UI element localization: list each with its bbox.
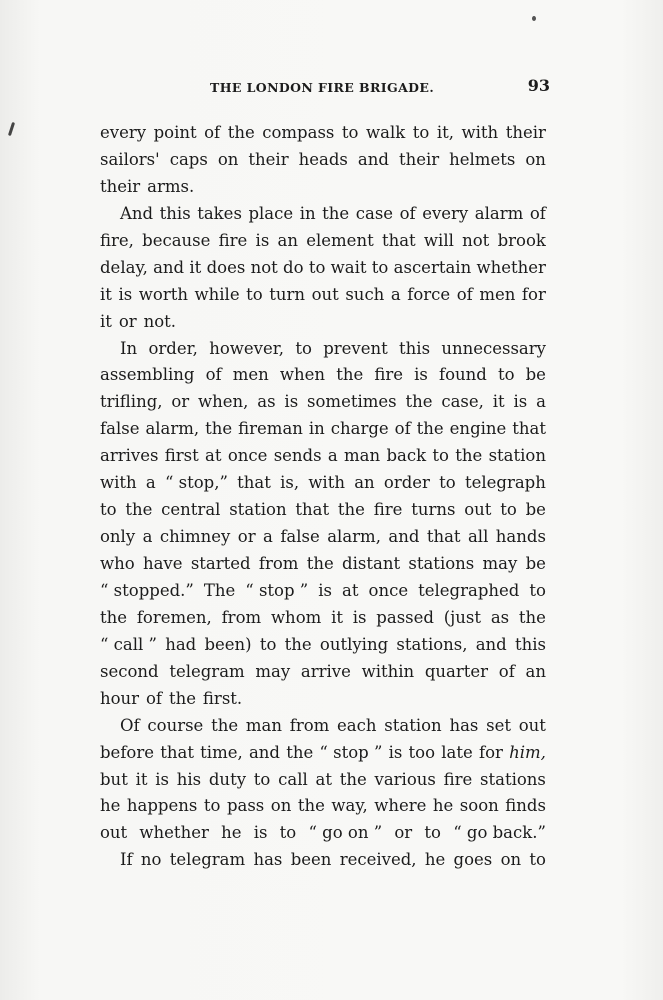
word: too [408, 742, 436, 762]
word: to [203, 796, 221, 816]
word: his [176, 769, 202, 789]
word: as [257, 392, 276, 412]
word: late [441, 742, 473, 762]
word: alarm, [327, 527, 381, 547]
word: a [390, 284, 401, 304]
word: out [464, 500, 492, 520]
text-line [100, 497, 546, 524]
word: second [100, 661, 159, 681]
word: has [253, 850, 283, 870]
word: worth [138, 284, 188, 304]
word: is [255, 230, 270, 250]
word: unnecessary [441, 338, 546, 358]
word: wait [330, 257, 367, 277]
word: place [248, 203, 294, 223]
word: he [424, 850, 446, 870]
word: started [190, 554, 251, 573]
word: out [518, 715, 546, 735]
word: it [492, 392, 505, 412]
word: various [374, 769, 436, 789]
word: finds [505, 796, 546, 816]
word: back [386, 446, 427, 466]
word: to [497, 365, 515, 385]
word: whom [270, 607, 322, 627]
word: an [277, 230, 298, 250]
word: received, [339, 850, 417, 870]
word: (just [443, 607, 482, 627]
word: been [290, 850, 332, 870]
word: of [205, 365, 222, 385]
word: a [327, 446, 338, 466]
text-line [100, 578, 546, 605]
word: the [455, 446, 483, 466]
word: stations [408, 554, 475, 573]
word: to [253, 769, 271, 789]
word: and [153, 257, 185, 277]
word: be [525, 365, 546, 385]
word: or [394, 823, 413, 843]
word: outlying [319, 634, 389, 654]
word: their [398, 149, 440, 169]
word: he [432, 796, 454, 816]
word: passed [376, 607, 434, 627]
word: of [394, 419, 411, 439]
word: on [217, 149, 239, 169]
word: not [462, 230, 490, 250]
word: him, [509, 742, 546, 762]
word: because [142, 230, 211, 250]
word: heads [298, 149, 348, 169]
word: The [203, 580, 236, 600]
word: sailors' [100, 149, 160, 169]
word: does [206, 257, 246, 277]
text-line [100, 228, 546, 255]
word: on [525, 149, 546, 169]
word: to [439, 473, 456, 493]
word: walk [366, 123, 406, 142]
word: this [399, 338, 431, 358]
word: the [227, 123, 255, 142]
word: it [331, 607, 343, 627]
text-line [100, 416, 546, 443]
word: element [306, 230, 374, 250]
text-line [100, 551, 546, 578]
text-line [100, 659, 546, 686]
word: station [229, 500, 287, 520]
word: that [512, 419, 546, 439]
word: chimney [159, 527, 231, 547]
text-line [100, 632, 546, 659]
word: “ stopped.” [100, 580, 194, 600]
word: turn [269, 284, 306, 304]
word: each [337, 715, 377, 735]
word: order, [148, 338, 198, 358]
word: fire [373, 500, 403, 520]
word: force [407, 284, 451, 304]
word: but [100, 769, 128, 789]
word: helmets [449, 149, 516, 169]
word: of [204, 123, 221, 142]
word: within [361, 661, 415, 681]
word: to [246, 284, 263, 304]
word: fireman [238, 419, 303, 439]
word: “ stop ” [245, 580, 309, 600]
word: assembling [100, 365, 195, 385]
word: it [100, 284, 112, 304]
word: the [416, 419, 444, 439]
word: and [357, 149, 389, 169]
word: a [536, 392, 546, 412]
word: this [159, 203, 191, 223]
word: to [295, 338, 312, 358]
word: the [125, 500, 153, 520]
word: stations [480, 769, 546, 789]
text-line [100, 793, 546, 820]
word: out [311, 284, 339, 304]
word: telegram [169, 661, 245, 681]
word: and [475, 634, 507, 654]
text-line [100, 686, 546, 713]
word: who [100, 554, 135, 573]
word: out [100, 823, 128, 843]
word: men [232, 365, 269, 385]
word: in [299, 203, 316, 223]
word: fire [374, 365, 403, 385]
word: on [270, 796, 292, 816]
word: may [255, 661, 291, 681]
word: an [354, 473, 375, 493]
word: may [482, 554, 518, 573]
word: that [160, 742, 194, 762]
body-text [100, 120, 546, 874]
word: is [414, 365, 428, 385]
text-line [100, 847, 546, 874]
word: a [142, 527, 153, 547]
word: alarm [474, 203, 524, 223]
word: with [308, 473, 345, 493]
word: once [227, 446, 268, 466]
word: with [461, 123, 499, 142]
word: at [205, 446, 222, 466]
word: is [388, 742, 403, 762]
word: turns [411, 500, 456, 520]
word: “ stop,” [164, 473, 228, 493]
word: the [322, 203, 350, 223]
text-line [100, 336, 546, 363]
word: first. [202, 688, 243, 708]
word: hands [495, 527, 546, 547]
page-number: 93 [527, 76, 550, 95]
word: prevent [323, 338, 388, 358]
word: engine [449, 419, 507, 439]
margin-mark [8, 122, 15, 136]
word: their [248, 149, 289, 169]
word: “ go back.” [453, 823, 546, 843]
word: is [118, 284, 133, 304]
word: is [155, 769, 169, 789]
word: a [263, 527, 273, 547]
word: brook [497, 230, 546, 250]
word: had [165, 634, 197, 654]
word: where [374, 796, 427, 816]
word: order [383, 473, 430, 493]
word: the [205, 419, 233, 439]
word: distant [342, 554, 401, 573]
word: for [521, 284, 546, 304]
word: of [529, 203, 546, 223]
word: pass [226, 796, 265, 816]
text-line [100, 201, 546, 228]
word: their [505, 123, 546, 142]
text-line [100, 309, 546, 336]
word: is [253, 823, 268, 843]
word: of [399, 203, 416, 223]
word: men [479, 284, 516, 304]
word: or [171, 392, 190, 412]
word: the [337, 500, 365, 520]
word: quarter [424, 661, 489, 681]
word: to [424, 823, 441, 843]
word: the [336, 365, 364, 385]
word: arms. [147, 176, 195, 196]
text-line [100, 740, 546, 767]
word: or [237, 527, 256, 547]
corner-speck [532, 16, 536, 21]
word: false [280, 527, 320, 547]
word: of [146, 688, 163, 708]
word: on [500, 850, 522, 870]
word: do [283, 257, 304, 277]
word: be [525, 500, 546, 520]
word: is [318, 580, 333, 600]
word: the [405, 392, 433, 412]
word: it [100, 311, 112, 331]
word: the [100, 607, 128, 627]
word: he [221, 823, 242, 843]
word: takes [197, 203, 242, 223]
word: telegraphed [418, 580, 520, 600]
word: false [100, 419, 140, 439]
word: case, [441, 392, 484, 412]
word: telegraph [464, 473, 546, 493]
word: such [345, 284, 385, 304]
word: soon [459, 796, 499, 816]
word: the [286, 742, 314, 762]
word: whether [139, 823, 209, 843]
word: point [153, 123, 197, 142]
word: fire [443, 769, 473, 789]
word: whether [476, 257, 546, 277]
word: the [518, 607, 546, 627]
word: not. [143, 311, 177, 331]
word: course [147, 715, 204, 735]
word: as [490, 607, 510, 627]
word: to [259, 634, 277, 654]
word: this [514, 634, 546, 654]
word: delay, [100, 257, 148, 277]
word: to [371, 257, 389, 277]
word: to [279, 823, 297, 843]
word: ascertain [393, 257, 472, 277]
running-header [100, 76, 550, 98]
word: goes [453, 850, 493, 870]
word: will [423, 230, 454, 250]
word: every [422, 203, 469, 223]
word: arrives [100, 446, 159, 466]
word: charge [330, 419, 389, 439]
word: station [384, 715, 442, 735]
text-line [100, 443, 546, 470]
word: station [488, 446, 546, 466]
word: that [426, 527, 461, 547]
word: an [525, 661, 546, 681]
word: case [355, 203, 394, 223]
word: from [258, 554, 299, 573]
word: way, [331, 796, 368, 816]
word: is [513, 392, 528, 412]
word: caps [169, 149, 208, 169]
word: been) [204, 634, 252, 654]
word: to [412, 123, 430, 142]
word: “ go on ” [308, 823, 383, 843]
word: telegram [169, 850, 246, 870]
word: it [135, 769, 148, 789]
word: man [245, 715, 282, 735]
word: the [339, 769, 367, 789]
word: man [344, 446, 381, 466]
text-line [100, 713, 546, 740]
word: to [341, 123, 359, 142]
word: compass [262, 123, 335, 142]
word: that [381, 230, 416, 250]
word: “ stop ” [319, 742, 383, 762]
word: it [189, 257, 202, 277]
word: before [100, 742, 155, 762]
word: for [478, 742, 503, 762]
text-line [100, 174, 546, 201]
word: duty [208, 769, 247, 789]
word: while [194, 284, 240, 304]
word: the [211, 715, 239, 735]
text-line [100, 120, 546, 147]
word: And [120, 203, 154, 223]
word: when, [198, 392, 249, 412]
word: If [120, 850, 133, 870]
word: their [100, 176, 141, 196]
word: that [237, 473, 271, 493]
word: the [168, 688, 196, 708]
word: set [486, 715, 511, 735]
word: once [368, 580, 409, 600]
word: the [284, 634, 312, 654]
word: a [145, 473, 156, 493]
word: and [248, 742, 280, 762]
word: from [221, 607, 262, 627]
word: Of [120, 715, 140, 735]
word: not [250, 257, 278, 277]
word: to [529, 580, 546, 600]
text-line [100, 147, 546, 174]
word: at [342, 580, 359, 600]
word: trifling, [100, 392, 163, 412]
text-line [100, 470, 546, 497]
word: arrive [300, 661, 351, 681]
word: sends [273, 446, 322, 466]
word: happens [126, 796, 198, 816]
text-line [100, 820, 546, 847]
word: is [352, 607, 367, 627]
word: has [449, 715, 479, 735]
word: alarm, [145, 419, 200, 439]
word: to [529, 850, 546, 870]
word: be [525, 554, 546, 573]
word: is [284, 392, 299, 412]
word: from [289, 715, 330, 735]
text-line [100, 767, 546, 794]
word: he [100, 796, 121, 816]
running-title: THE LONDON FIRE BRIGADE. [210, 80, 435, 95]
word: in [308, 419, 325, 439]
word: the [297, 796, 325, 816]
word: with [100, 473, 137, 493]
word: of [498, 661, 515, 681]
word: found [438, 365, 487, 385]
word: fire [218, 230, 248, 250]
word: or [118, 311, 137, 331]
text-line [100, 255, 546, 282]
word: foremen, [136, 607, 212, 627]
word: to [432, 446, 449, 466]
text-line [100, 362, 546, 389]
word: is, [280, 473, 300, 493]
word: the [306, 554, 334, 573]
word: to [500, 500, 517, 520]
word: only [100, 527, 136, 547]
word: central [161, 500, 221, 520]
word: no [140, 850, 162, 870]
text-line [100, 282, 546, 309]
word: all [467, 527, 489, 547]
text-line [100, 605, 546, 632]
word: hour [100, 688, 140, 708]
word: every [100, 123, 147, 142]
text-line [100, 524, 546, 551]
word: first [164, 446, 199, 466]
word: sometimes [307, 392, 397, 412]
word: to [308, 257, 326, 277]
word: time, [200, 742, 243, 762]
word: have [142, 554, 183, 573]
word: In [120, 338, 138, 358]
word: however, [209, 338, 285, 358]
text-line [100, 389, 546, 416]
word: “ call ” [100, 634, 157, 654]
word: fire, [100, 230, 134, 250]
word: and [388, 527, 420, 547]
word: that [295, 500, 330, 520]
word: to [100, 500, 117, 520]
word: stations, [396, 634, 468, 654]
word: call [278, 769, 308, 789]
word: of [456, 284, 473, 304]
word: at [315, 769, 332, 789]
word: it, [436, 123, 455, 142]
word: when [279, 365, 326, 385]
